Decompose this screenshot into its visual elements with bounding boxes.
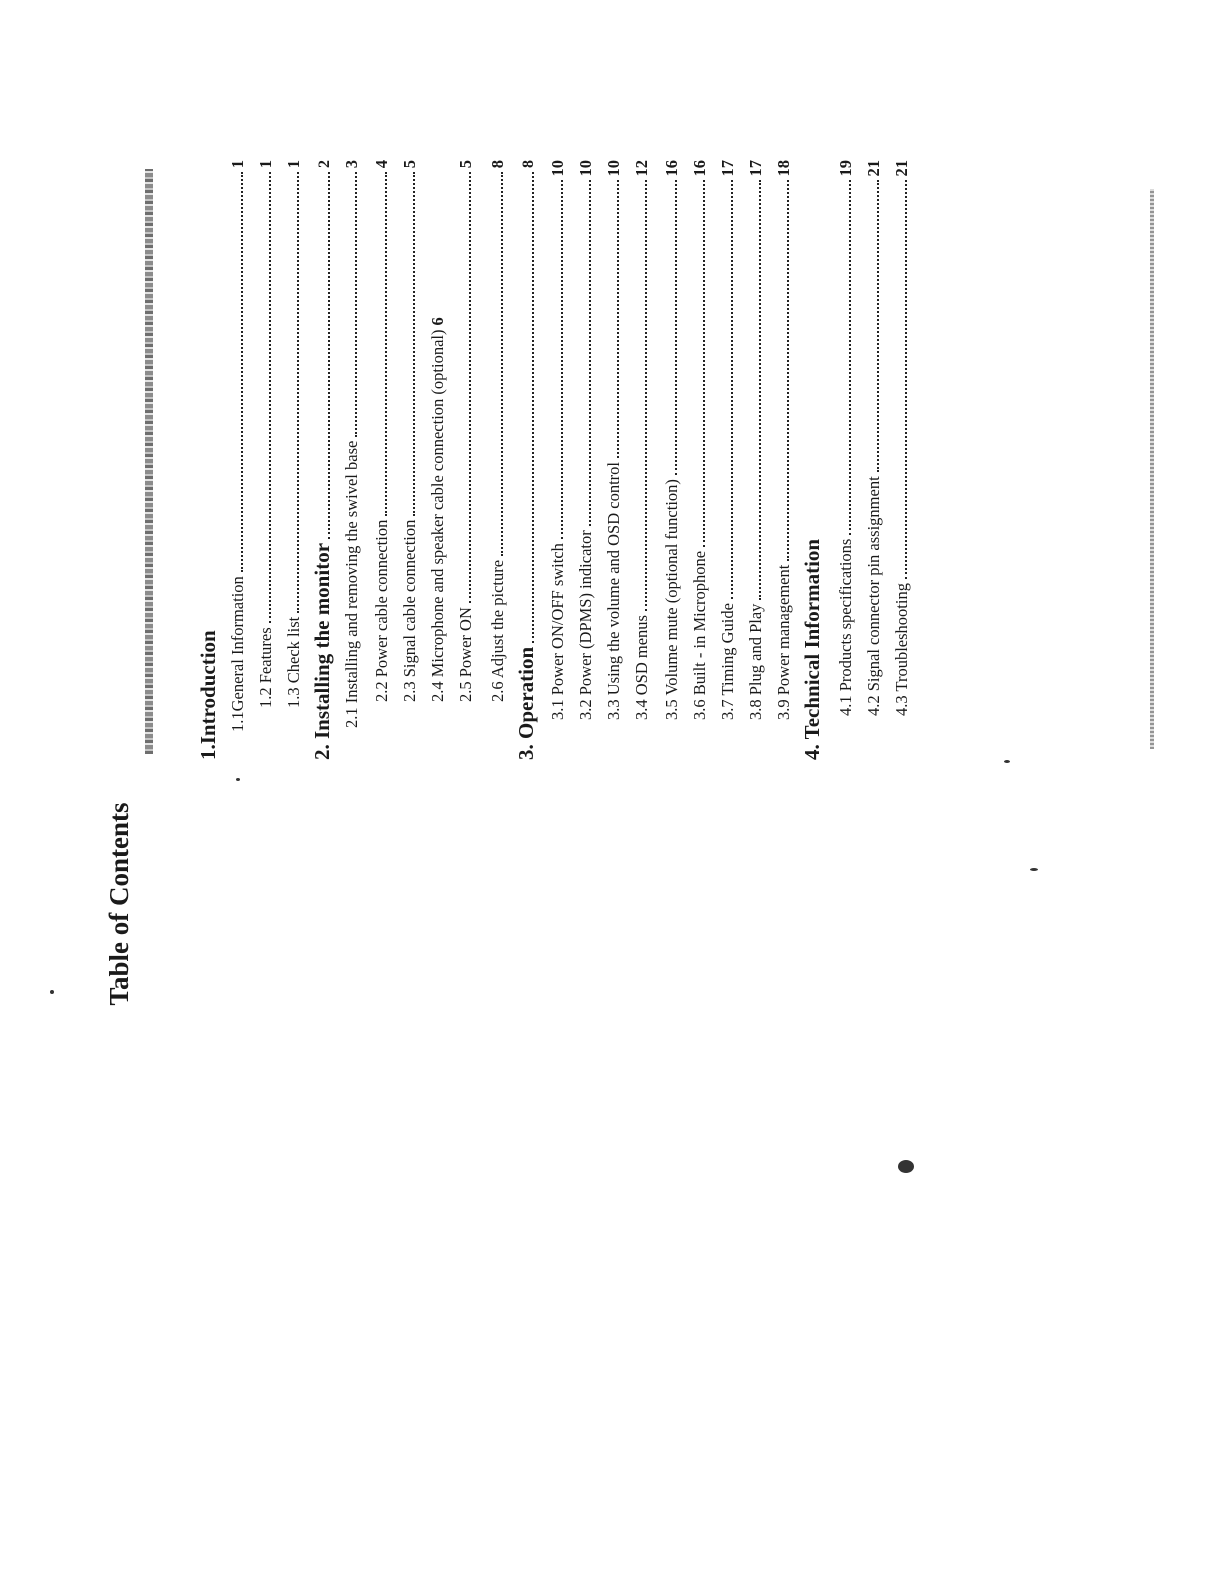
page-title: Table of Contents [104, 802, 134, 1006]
toc-entry[interactable]: 2.3 Signal cable connection 5 [400, 160, 419, 702]
toc-section-operation[interactable]: 3. Operation 8 [514, 160, 538, 760]
toc-entry[interactable]: 3.3 Using the volume and OSD control 10 [604, 160, 623, 720]
toc-section-introduction[interactable]: 1.Introduction [196, 630, 220, 760]
toc-entry[interactable]: 1.3 Check list 1 [284, 160, 303, 708]
toc-entry[interactable]: 2.5 Power ON 5 [456, 160, 475, 702]
scan-speck [1030, 868, 1038, 871]
toc-entry[interactable]: 3.7 Timing Guide 17 [718, 160, 737, 720]
toc-entry[interactable]: 4.1 Products specifications 19 [836, 160, 855, 716]
toc-entry[interactable]: 3.2 Power (DPMS) indicator 10 [576, 160, 595, 720]
toc-section-technical[interactable]: 4. Technical Information [800, 538, 824, 760]
toc-entry[interactable]: 3.1 Power ON/OFF switch 10 [548, 160, 567, 720]
toc-entry[interactable]: 3.5 Volume mute (optional function) 16 [662, 160, 681, 720]
toc-entry[interactable]: 2.4 Microphone and speaker cable connection (optional) 6 [428, 317, 447, 702]
toc-entry[interactable]: 2.1 Installing and removing the swivel base 3 [342, 160, 361, 728]
toc-entry[interactable]: 1.1General Information 1 [228, 160, 247, 732]
footer-rule [1150, 189, 1154, 749]
toc-entry[interactable]: 2.2 Power cable connection 4 [372, 160, 391, 702]
scan-speck [50, 990, 54, 994]
scan-speck [898, 1160, 914, 1173]
toc-entry[interactable]: 3.4 OSD menus 12 [632, 160, 651, 720]
toc-section-installing[interactable]: 2. Installing the monitor 2 [310, 160, 334, 760]
toc-entry[interactable]: 3.8 Plug and Play 17 [746, 160, 765, 720]
scan-speck [1004, 760, 1010, 763]
header-rule [145, 169, 153, 754]
toc-entry[interactable]: 4.3 Troubleshooting 21 [892, 160, 911, 716]
toc-entry[interactable]: 4.2 Signal connector pin assignment 21 [864, 160, 883, 716]
toc-entry[interactable]: 3.9 Power management 18 [774, 160, 793, 720]
toc-entry[interactable]: 1.2 Features 1 [256, 160, 275, 708]
scan-speck [236, 778, 240, 781]
toc-entry[interactable]: 3.6 Built - in Microphone 16 [690, 160, 709, 720]
toc-entry[interactable]: 2.6 Adjust the picture 8 [488, 160, 507, 702]
